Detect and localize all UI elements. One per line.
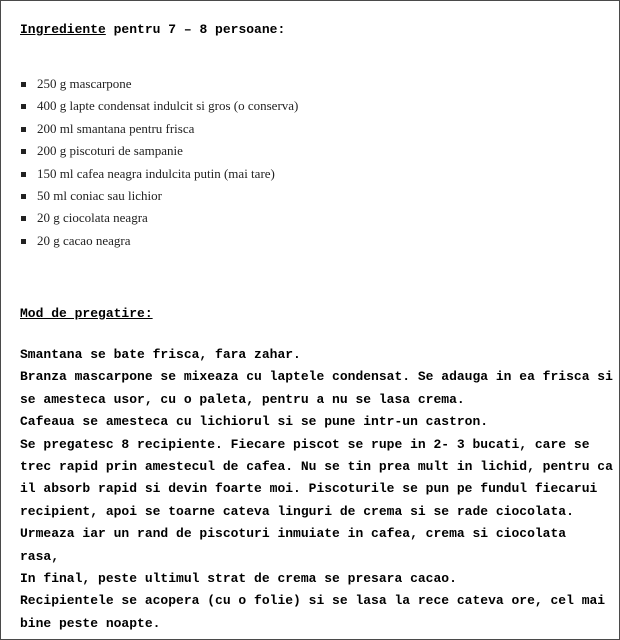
method-line: Urmeaza iar un rand de piscoturi inmuiate in cafea, crema si ciocolata bbox=[20, 526, 567, 542]
method-line: se amesteca usor, cu o paleta, pentru a nu se lasa crema. bbox=[20, 391, 465, 407]
bullet-icon bbox=[21, 194, 26, 199]
bullet-icon bbox=[21, 127, 26, 132]
bullet-icon bbox=[21, 104, 26, 109]
method-line: Branza mascarpone se mixeaza cu laptele condensat. Se adauga in ea frisca si bbox=[20, 369, 613, 385]
ingredient-text: 20 g cacao neagra bbox=[37, 232, 131, 248]
ingredient-text: 150 ml cafea neagra indulcita putin (mai tare) bbox=[37, 165, 275, 181]
ingredient-text: 50 ml coniac sau lichior bbox=[37, 187, 162, 203]
bullet-icon bbox=[21, 239, 26, 244]
bullet-icon bbox=[21, 149, 26, 154]
bullet-icon bbox=[21, 216, 26, 221]
method-line: bine peste noapte. bbox=[20, 615, 161, 631]
method-heading-label: Mod de pregatire: bbox=[20, 306, 153, 321]
method-line: Cafeaua se amesteca cu lichiorul si se pune intr-un castron. bbox=[20, 414, 489, 430]
method-line: il absorb rapid si devin foarte moi. Piscoturile se pun pe fundul fiecarui bbox=[20, 481, 598, 497]
ingredients-heading bbox=[20, 22, 285, 38]
method-line: Recipientele se acopera (cu o folie) si se lasa la rece cateva ore, cel mai bbox=[20, 593, 606, 609]
ingredients-heading-servings: pentru 7 – 8 persoane: bbox=[105, 22, 286, 37]
method-line: Se pregatesc 8 recipiente. Fiecare piscot se rupe in 2- 3 bucati, care se bbox=[20, 436, 590, 452]
method-line: In final, peste ultimul strat de crema se presara cacao. bbox=[20, 570, 457, 586]
method-line: Smantana se bate frisca, fara zahar. bbox=[20, 347, 301, 362]
method-line: rasa, bbox=[20, 548, 60, 564]
bullet-icon bbox=[21, 82, 26, 87]
method-line: recipient, apoi se toarne cateva linguri de crema si se rade ciocolata. bbox=[20, 503, 574, 519]
method-line: trec rapid prin amestecul de cafea. Nu se tin prea mult in lichid, pentru ca bbox=[20, 458, 613, 474]
ingredient-text: 200 g piscoturi de sampanie bbox=[37, 143, 183, 159]
method-text bbox=[20, 344, 613, 635]
ingredient-text: 400 g lapte condensat indulcit si gros (o conserva) bbox=[37, 98, 299, 114]
bullet-icon bbox=[21, 172, 26, 177]
ingredient-text: 200 ml smantana pentru frisca bbox=[37, 120, 195, 136]
ingredient-text: 250 g mascarpone bbox=[37, 76, 132, 91]
ingredients-heading-label: Ingrediente bbox=[20, 22, 106, 37]
method-heading bbox=[20, 306, 153, 322]
ingredient-text: 20 g ciocolata neagra bbox=[37, 210, 148, 226]
